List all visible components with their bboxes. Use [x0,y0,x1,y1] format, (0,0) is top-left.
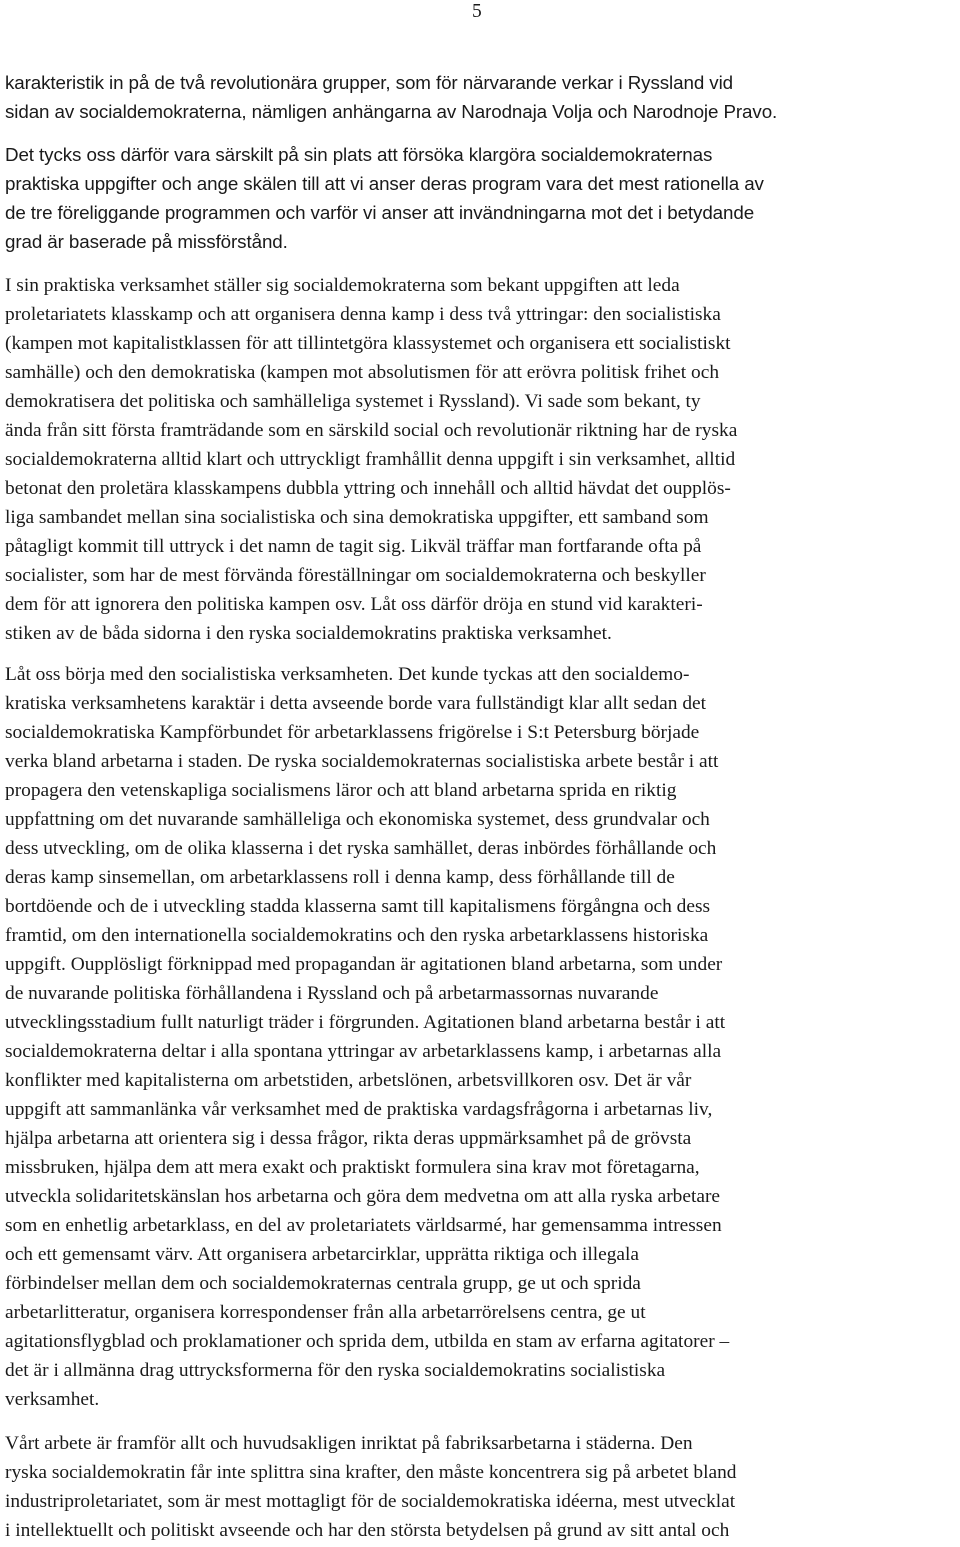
text-line: kratiska verksamhetens karaktär i detta avseende borde vara fullständigt klar allt sedan det [5,693,707,714]
text-line: framtid, om den internationella socialdemokratins och den ryska arbetarklassens historiska [5,925,709,946]
text-line: som en enhetlig arbetarklass, en del av proletariatets världsarmé, har gemensamma intressen [5,1215,722,1236]
text-line: socialdemokraterna alltid klart och uttryckligt framhållit denna uppgift i sin verksamhet, alltid [5,449,736,470]
text-line: praktiska uppgifter och ange skälen till att vi anser deras program vara det mest rationella av [5,173,764,194]
text-line: missbruken, hjälpa dem att mera exakt och praktiskt formulera sina krav mot företagarna, [5,1157,700,1178]
text-line: socialdemokratiska Kampförbundet för arbetarklassens frigörelse i S:t Petersburg började [5,722,700,743]
text-line: dess utveckling, om de olika klasserna i det ryska samhället, deras inbördes förhållande och [5,838,717,859]
paragraph-2 [5,140,957,256]
paragraph-5 [5,1429,957,1545]
text-line: socialister, som har de mest förvända föreställningar om socialdemokraterna och beskyller [5,565,706,586]
text-line: ända från sitt första framträdande som en särskild social och revolutionär riktning har de ryska [5,420,738,441]
text-line: stiken av de båda sidorna i den ryska socialdemokratins praktiska verksamhet. [5,623,612,644]
text-line: arbetarlitteratur, organisera korrespondenser från alla arbetarrörelsens centra, ge ut [5,1302,646,1323]
text-line: deras kamp sinsemellan, om arbetarklassens roll i denna kamp, dess förhållande till de [5,867,675,888]
text-line: sidan av socialdemokraterna, nämligen anhängarna av Narodnaja Volja och Narodnoje Pravo. [5,101,778,122]
text-line: påtagligt kommit till uttryck i det namn de tagit sig. Likväl träffar man fortfarande ofta på [5,536,702,557]
text-line: Låt oss börja med den socialistiska verksamheten. Det kunde tyckas att den socialdemo- [5,664,690,685]
text-line: uppgift att sammanlänka vår verksamhet med de praktiska vardagsfrågorna i arbetarnas liv, [5,1099,713,1120]
text-line: Vårt arbete är framför allt och huvudsakligen inriktat på fabriksarbetarna i städerna. Den [5,1433,693,1454]
text-line: socialdemokraterna deltar i alla spontana yttringar av arbetarklassens kamp, i arbetarnas alla [5,1041,722,1062]
text-line: det är i allmänna drag uttrycksformerna för den ryska socialdemokratins socialistiska [5,1360,666,1381]
text-line: hjälpa arbetarna att orientera sig i dessa frågor, rikta deras uppmärksamhet på de grövsta [5,1128,692,1149]
text-line: uppgift. Oupplösligt förknippad med propagandan är agitationen bland arbetarna, som under [5,954,723,975]
paragraph-3 [5,271,957,648]
text-line: (kampen mot kapitalistklassen för att tillintetgöra klassystemet och organisera ett socialistiskt [5,333,731,354]
paragraph-4 [5,660,957,1414]
text-line: ryska socialdemokratin får inte splittra sina krafter, den måste koncentrera sig på arbetet bland [5,1462,737,1483]
text-line: konflikter med kapitalisterna om arbetstiden, arbetslönen, arbetsvillkoren osv. Det är vår [5,1070,692,1091]
text-line: i intellektuellt och politiskt avseende och har den största betydelsen på grund av sitt antal och [5,1520,730,1541]
text-line: samhälle) och den demokratiska (kampen mot absolutismen för att erövra politisk frihet och [5,362,720,383]
text-line: verksamhet. [5,1389,100,1410]
text-line: de nuvarande politiska förhållandena i Ryssland och på arbetarmassornas nuvarande [5,983,659,1004]
text-line: Det tycks oss därför vara särskilt på sin plats att försöka klargöra socialdemokraternas [5,144,713,165]
text-line: demokratisera det politiska och samhälleliga systemet i Ryssland). Vi sade som bekant, ty [5,391,701,412]
text-line: grad är baserade på missförstånd. [5,231,288,252]
paragraph-1 [5,68,957,126]
text-line: utvecklingsstadium fullt naturligt träder i förgrunden. Agitationen bland arbetarna består i att [5,1012,726,1033]
text-line: uppfattning om det nuvarande samhälleliga och ekonomiska systemet, dess grundvalar och [5,809,710,830]
text-line: och ett gemensamt värv. Att organisera arbetarcirklar, upprätta riktiga och illegala [5,1244,640,1265]
text-line: industriproletariatet, som är mest mottagligt för de socialdemokratiska idéerna, mest utvecklat [5,1491,736,1512]
text-line: dem för att ignorera den politiska kampen osv. Låt oss därför dröja en stund vid karakteri- [5,594,703,615]
text-line: karakteristik in på de två revolutionära grupper, som för närvarande verkar i Ryssland vid [5,72,733,93]
text-line: bortdöende och de i utveckling stadda klasserna samt till kapitalismens förgångna och dess [5,896,711,917]
text-line: betonat den proletära klasskampens dubbla yttring och innehåll och alltid hävdat det oupplös- [5,478,731,499]
text-line: I sin praktiska verksamhet ställer sig socialdemokraterna som bekant uppgiften att leda [5,275,680,296]
text-line: förbindelser mellan dem och socialdemokraternas centrala grupp, ge ut och sprida [5,1273,641,1294]
text-line: de tre föreliggande programmen och varför vi anser att invändningarna mot det i betydande [5,202,755,223]
text-line: agitationsflygblad och proklamationer och sprida dem, utbilda en stam av erfarna agitatorer – [5,1331,730,1352]
text-line: propagera den vetenskapliga socialismens läror och att bland arbetarna sprida en riktig [5,780,677,801]
page-number: 5 [472,1,482,22]
text-line: liga sambandet mellan sina socialistiska och sina demokratiska uppgifter, ett samband som [5,507,709,528]
text-line: proletariatets klasskamp och att organisera denna kamp i dess två yttringar: den socialistiska [5,304,721,325]
text-line: verka bland arbetarna i staden. De ryska socialdemokraternas socialistiska arbete består i att [5,751,719,772]
text-line: utveckla solidaritetskänslan hos arbetarna och göra dem medvetna om att alla ryska arbetare [5,1186,721,1207]
